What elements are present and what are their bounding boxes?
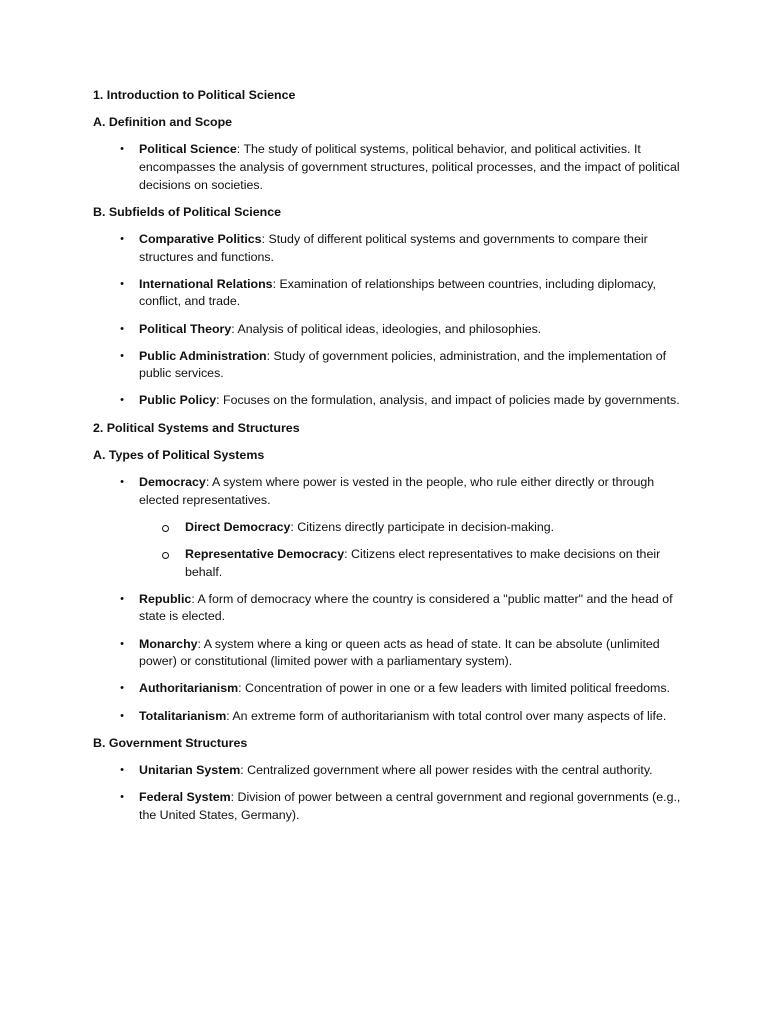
bullet-list <box>93 762 683 824</box>
item-term: Federal System <box>139 790 231 805</box>
item-description: : The study of political systems, political behavior, and political activities. It encompasses the analysis of government structures, political processes, and the impact of political decisions on societies. <box>139 142 680 192</box>
item-term: International Relations <box>139 276 273 291</box>
bullet-icon: • <box>120 791 124 804</box>
section-heading: 1. Introduction to Political Science <box>93 88 296 102</box>
subsection-heading: A. Types of Political Systems <box>93 447 265 462</box>
sub-list-item <box>185 546 683 581</box>
list-item <box>120 392 683 410</box>
sub-bullet-list <box>139 519 683 581</box>
subitem-description: : Citizens elect representatives to make decisions on their behalf. <box>185 547 661 579</box>
item-description: : Examination of relationships between countries, including diplomacy, conflict, and trade. <box>139 276 656 309</box>
bullet-icon: • <box>120 682 124 695</box>
list-item <box>120 474 683 581</box>
item-description: : Centralized government where all power resides with the central authority. <box>240 762 653 777</box>
subsection-heading: B. Subfields of Political Science <box>93 204 281 219</box>
subsection-heading: B. Government Structures <box>93 735 248 750</box>
subsection-heading: A. Definition and Scope <box>93 115 233 130</box>
bullet-icon: • <box>120 709 124 722</box>
item-description: : Analysis of political ideas, ideologies, and philosophies. <box>231 321 542 336</box>
item-description: : A system where power is vested in the people, who rule either directly or through elected representatives. <box>139 475 655 507</box>
bullet-icon: • <box>120 322 124 335</box>
circle-bullet-icon <box>162 525 169 532</box>
bullet-list <box>93 231 683 410</box>
item-description: : A system where a king or queen acts as head of state. It can be absolute (unlimited power) or constitutional (limited power with a parliamentary system). <box>139 636 660 669</box>
item-term: Monarchy <box>139 636 198 651</box>
list-item <box>120 321 683 339</box>
bullet-icon: • <box>120 637 124 650</box>
bullet-icon: • <box>120 143 124 156</box>
document-body <box>93 87 683 834</box>
item-term: Public Policy <box>139 393 217 408</box>
item-description: : Concentration of power in one or a few leaders with limited political freedoms. <box>238 681 670 696</box>
subitem-description: : Citizens directly participate in decision-making. <box>290 519 555 534</box>
bullet-icon: • <box>120 394 124 407</box>
bullet-icon: • <box>120 349 124 362</box>
item-description: : A form of democracy where the country is considered a "public matter" and the head of state is elected. <box>139 591 673 624</box>
bullet-icon: • <box>120 592 124 605</box>
item-description: : Focuses on the formulation, analysis, and impact of policies made by governments. <box>216 393 680 408</box>
subitem-term: Direct Democracy <box>185 519 291 534</box>
list-item <box>120 231 683 266</box>
list-item <box>120 276 683 311</box>
bullet-icon: • <box>120 277 124 290</box>
bullet-icon: • <box>120 476 124 489</box>
list-item <box>120 636 683 671</box>
list-item <box>120 680 683 698</box>
section-heading: 2. Political Systems and Structures <box>93 420 300 435</box>
item-description: : Study of different political systems and governments to compare their structures and functions. <box>139 231 648 264</box>
list-item <box>120 141 683 194</box>
item-term: Unitarian System <box>139 762 241 777</box>
sub-list-item <box>185 519 683 537</box>
list-item <box>120 591 683 626</box>
item-term: Comparative Politics <box>139 231 262 246</box>
bullet-list <box>93 474 683 725</box>
item-description: : Division of power between a central government and regional governments (e.g., the United States, Germany). <box>139 790 681 822</box>
list-item <box>120 708 683 726</box>
item-term: Political Science <box>139 142 237 157</box>
list-item <box>120 789 683 824</box>
item-term: Republic <box>139 591 192 606</box>
bullet-icon: • <box>120 232 124 245</box>
list-item <box>120 348 683 383</box>
item-term: Authoritarianism <box>139 681 239 696</box>
item-term: Democracy <box>139 475 206 490</box>
list-item <box>120 762 683 780</box>
bullet-icon: • <box>120 763 124 776</box>
circle-bullet-icon <box>162 552 169 559</box>
item-description: : Study of government policies, administration, and the implementation of public services. <box>139 348 667 381</box>
item-term: Totalitarianism <box>139 708 227 723</box>
item-term: Public Administration <box>139 348 267 363</box>
item-description: : An extreme form of authoritarianism with total control over many aspects of life. <box>226 708 667 723</box>
item-term: Political Theory <box>139 321 232 336</box>
bullet-list <box>93 141 683 194</box>
subitem-term: Representative Democracy <box>185 547 345 561</box>
